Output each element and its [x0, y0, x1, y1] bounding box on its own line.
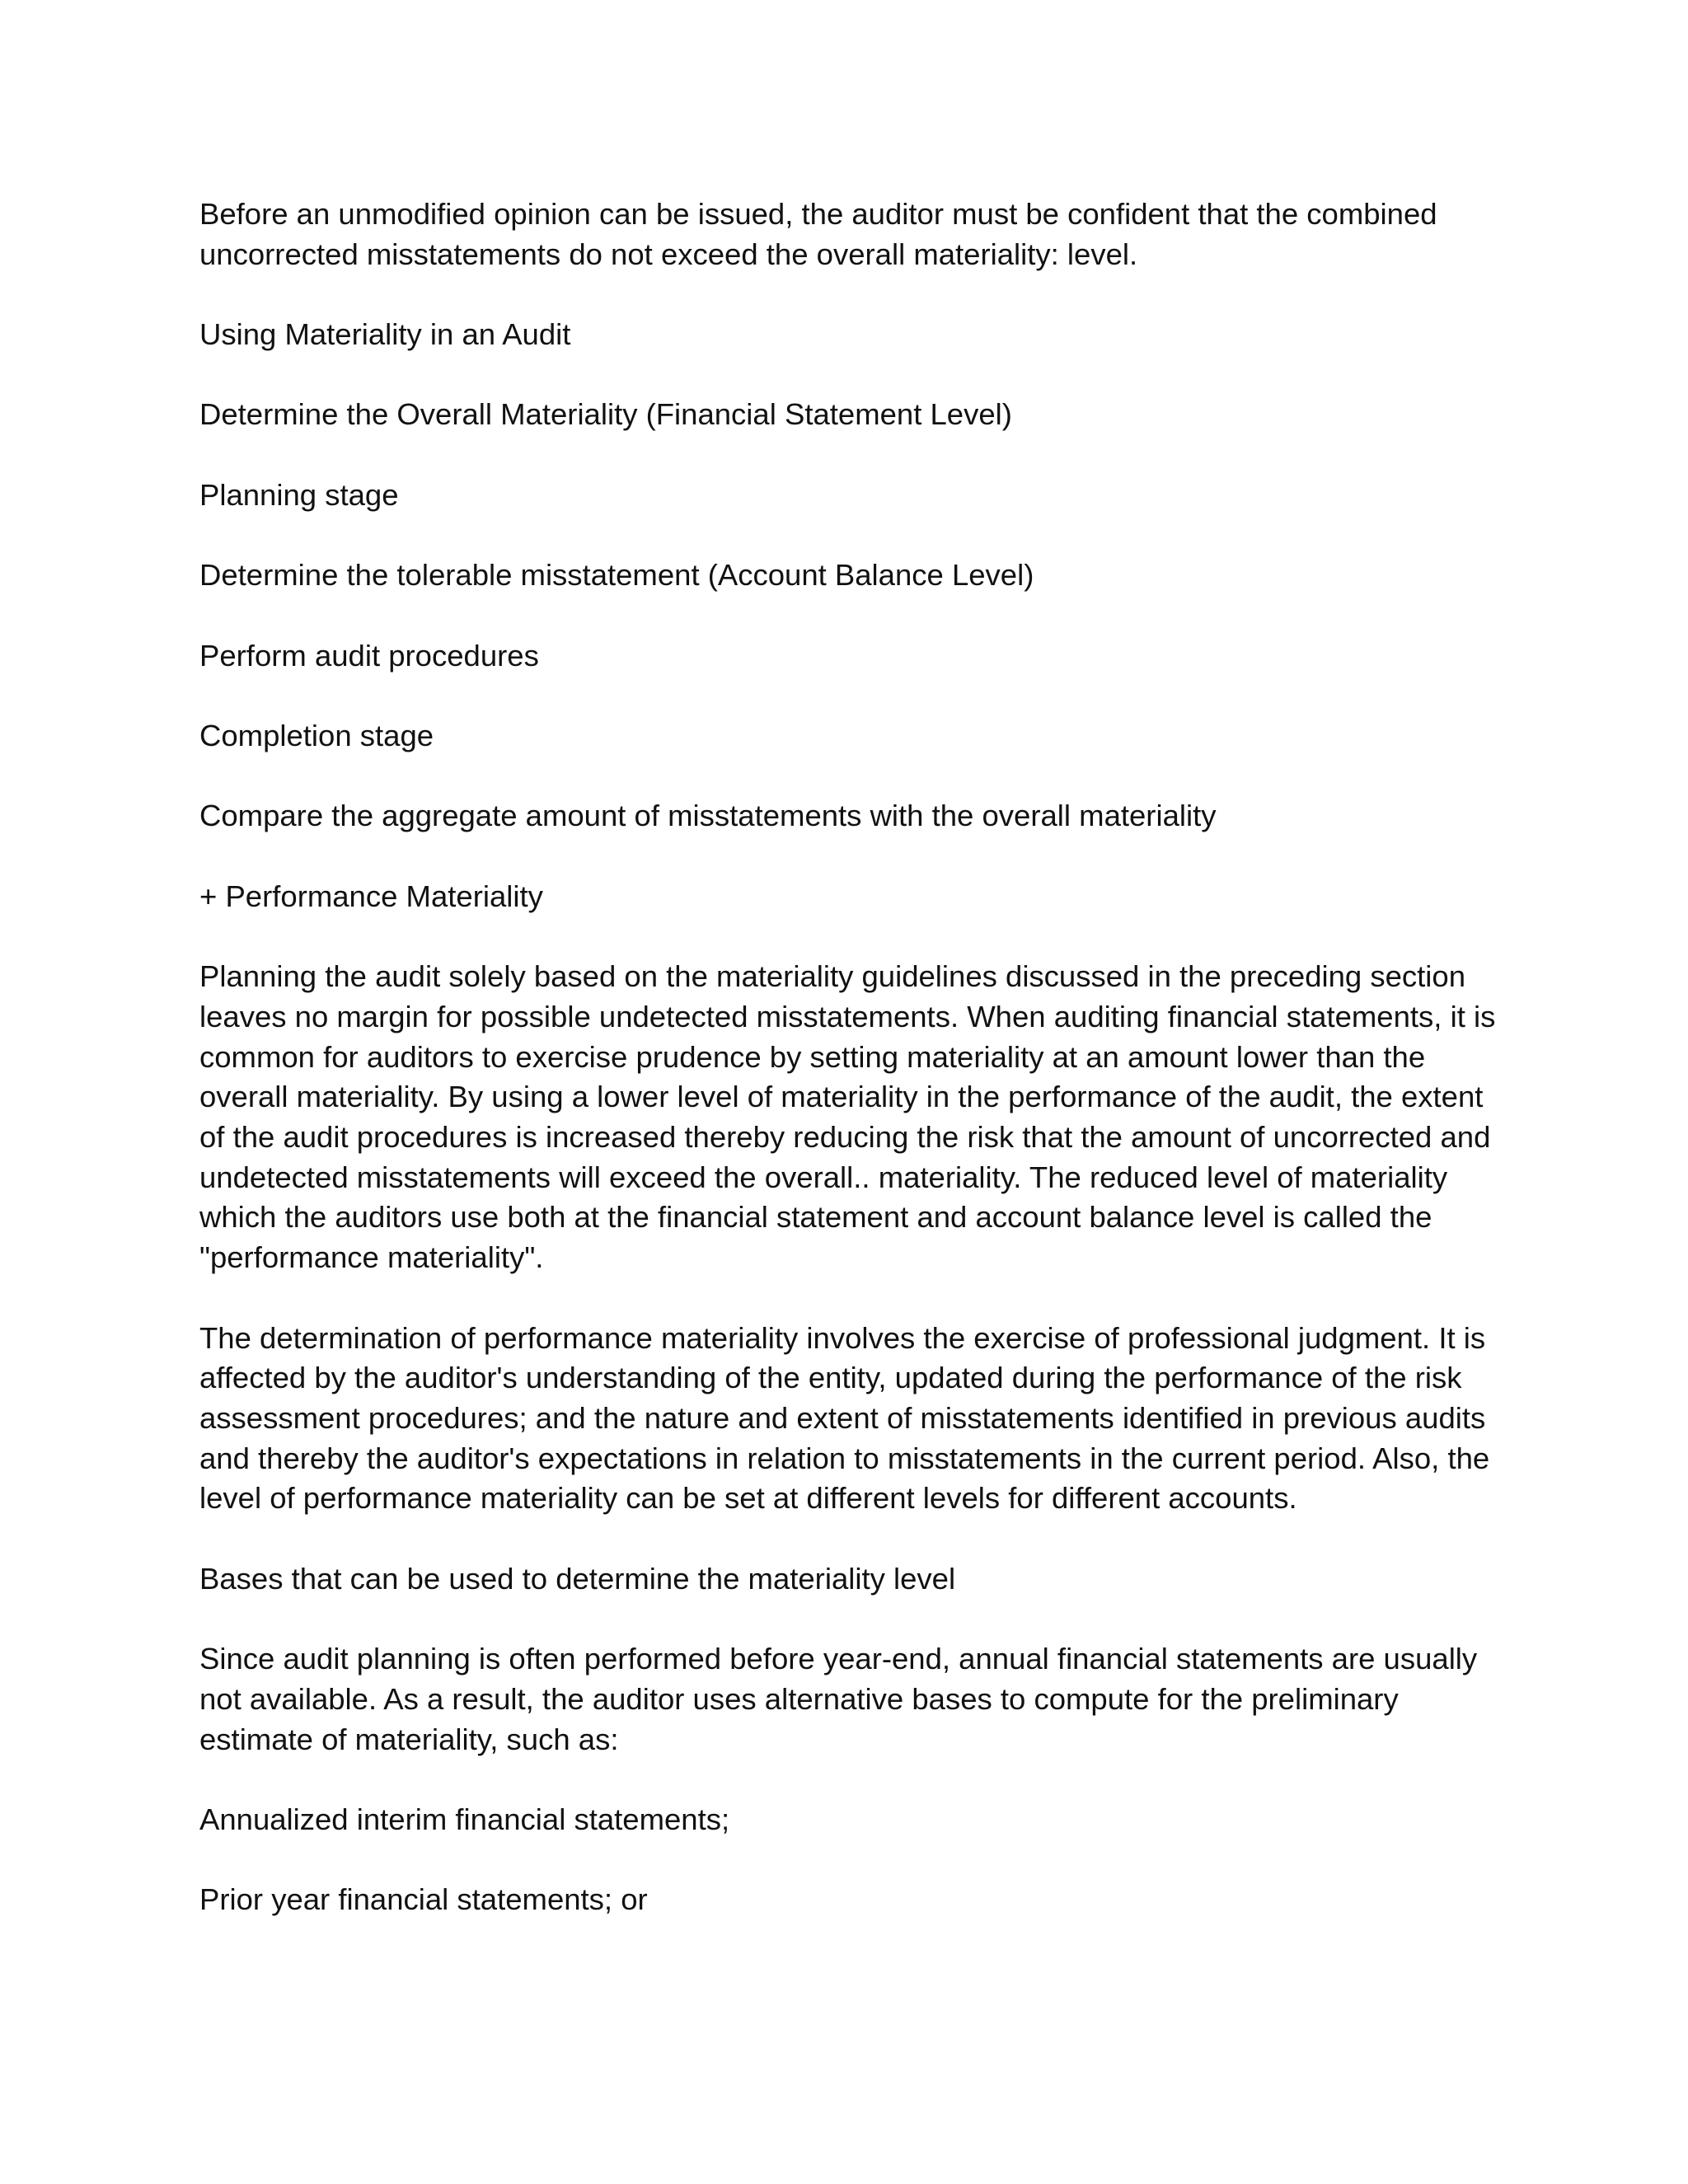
step-perform-procedures: Perform audit procedures [199, 638, 539, 673]
list-item-annualized: Annualized interim financial statements; [199, 1802, 730, 1836]
paragraph-planning-audit: Planning the audit solely based on the materiality guidelines discussed in the preceding section leaves no margin for possible undetected misstatements. When auditing financial statements, it is common for auditors to exercise prudence by setting materiality at an amount lower than the overall materiality. By using a lower level of materiality in the performance of the audit, the extent of the audit procedures is increased thereby reducing the risk that the amount of uncorrected and undetected misstatements will exceed the overall.. materiality. The reduced level of materiality which the auditors use both at the financial statement and account balance level is called the "performance materiality". [199, 959, 1496, 1275]
heading-bases: Bases that can be used to determine the materiality level [199, 1561, 956, 1596]
heading-using-materiality: Using Materiality in an Audit [199, 317, 571, 352]
list-item-prior-year: Prior year financial statements; or [199, 1882, 648, 1917]
step-completion-stage: Completion stage [199, 719, 434, 753]
step-overall-materiality: Determine the Overall Materiality (Financial Statement Level) [199, 397, 1012, 432]
heading-performance-materiality: + Performance Materiality [199, 879, 543, 913]
paragraph-alternative-bases: Since audit planning is often performed before year-end, annual financial statements are usually not available. As a result, the auditor uses alternative bases to compute for the preliminary estimate of materiality, such as: [199, 1642, 1478, 1756]
step-compare-aggregate: Compare the aggregate amount of misstatements with the overall materiality [199, 799, 1217, 833]
document-body [199, 194, 1502, 1920]
paragraph-unmodified-opinion: Before an unmodified opinion can be issued, the auditor must be confident that the combined uncorrected misstatements do not exceed the overall materiality: level. [199, 197, 1437, 271]
step-planning-stage: Planning stage [199, 477, 399, 512]
paragraph-determination: The determination of performance materiality involves the exercise of professional judgment. It is affected by the auditor's understanding of the entity, updated during the performance of the risk assessment procedures; and the nature and extent of misstatements identified in previous audits and thereby the auditor's expectations in relation to misstatements in the current period. Also, the level of performance materiality can be set at different levels for different accounts. [199, 1320, 1490, 1516]
step-tolerable-misstatement: Determine the tolerable misstatement (Account Balance Level) [199, 558, 1034, 593]
